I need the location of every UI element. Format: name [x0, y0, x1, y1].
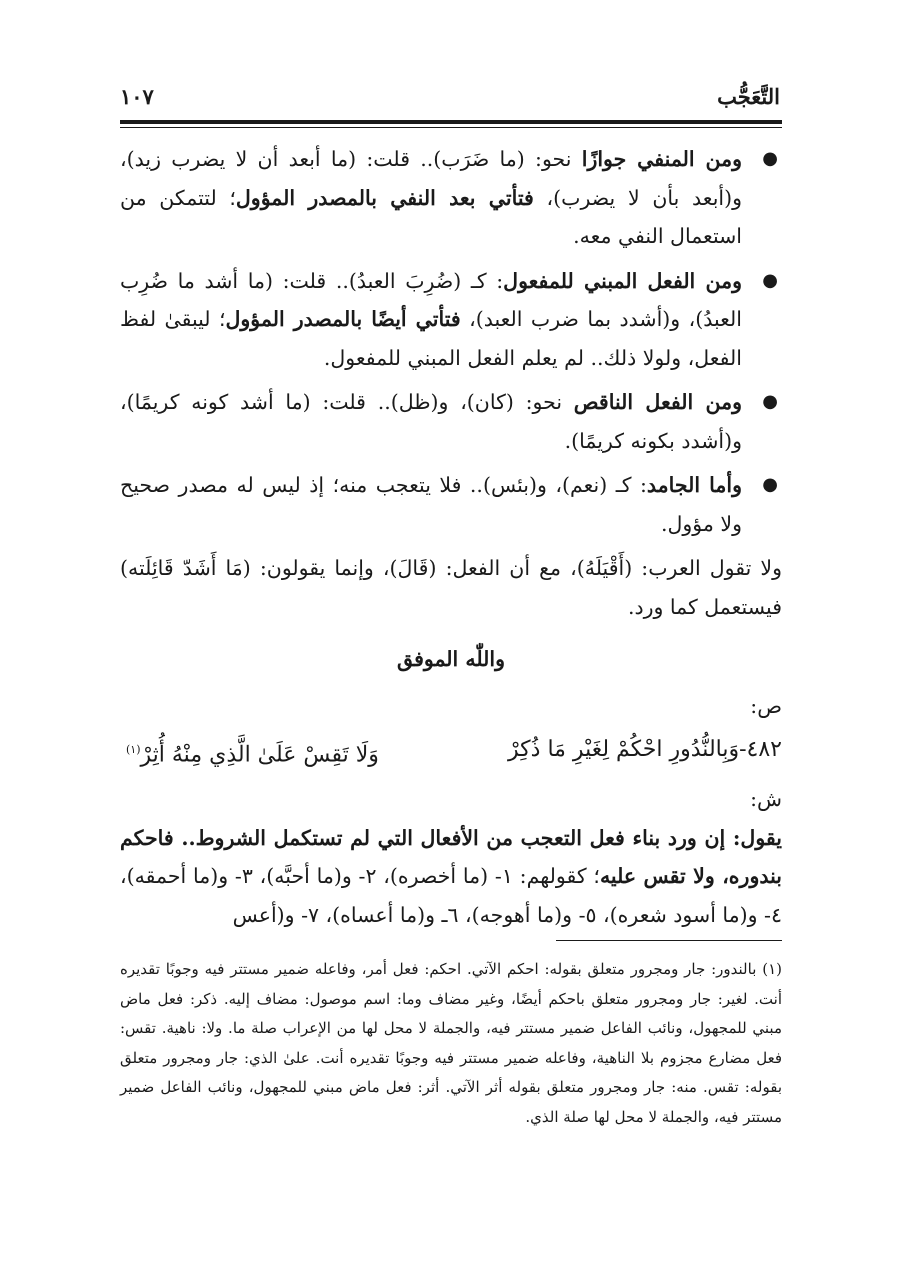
text-run: : كـ (نعم)، و(بئس).. فلا يتعجب منه؛ إذ ليس له مصدر صحيح ولا مؤول.: [120, 473, 742, 536]
verse-hemistich-2-text: وَلَا تَقِسْ عَلَىٰ الَّذِي مِنْهُ أُثِرْ: [140, 742, 379, 768]
commentary-paragraph: [120, 819, 782, 935]
footnote-marker: (١): [762, 960, 782, 978]
footnote: [120, 955, 782, 1132]
page-header: [120, 84, 780, 120]
bold-phrase: فتأتي أيضًا بالمصدر المؤول: [225, 307, 461, 331]
verse-line: [120, 727, 782, 778]
page-number: ١٠٧: [120, 84, 154, 109]
text-run: نحو: (كان)، و(ظل).. قلت: (ما أشد كونه كريمًا)، و(أشدد بكونه كريمًا).: [120, 390, 742, 453]
footnote-text: بالندور: جار ومجرور متعلق بقوله: احكم الآتي. احكم: فعل أمر، وفاعله ضمير مستتر فيه وجوبًا تقديره أنت. لغير: جار ومجرور متعلق باحكم أيضًا، وغير مضاف وما: اسم موصول: مضاف إليه. ذكر: فعل ماض مبني للمجهول، ونائب الفاعل ضمير مستتر فيه، والجملة لا محل لها من الإعراب صلة ما. ولا: ناهية. تقس: فعل مضارع مجزوم بلا الناهية، وفاعله ضمير مستتر فيه وجوبًا تقديره أنت. علىٰ الذي: جار ومجرور متعلق بقوله: تقس. منه: جار ومجرور متعلق بقوله أثر الآتي. أثر: فعل ماض مبني للمجهول، ونائب الفاعل ضمير مستتر فيه، والجملة لا محل لها صلة الذي.: [120, 960, 782, 1126]
header-rule-thick: [120, 120, 782, 124]
bold-phrase: يقول: إن ورد بناء فعل التعجب من الأفعال التي لم تستكمل الشروط.. فاحكم بندوره، ولا تقس عليه: [120, 825, 782, 889]
verse-number: ٤٨٢: [746, 737, 782, 762]
text-run: : كـ (ضُرِبَ العبدُ).. قلت: (ما أشد ما ضُرِب العبدُ)، و(أشدد بما ضرب العبد)،: [120, 268, 742, 331]
bullet-dot-icon: ●: [762, 391, 778, 412]
main-text: [120, 140, 782, 934]
bullet-item: [120, 140, 782, 256]
closing-heading: واللّٰه الموفق: [396, 647, 506, 671]
verse-hemistich-1-text: -وَبِالنُّدُورِ احْكُمْ لِغَيْرِ مَا ذُكِرْ: [508, 737, 747, 762]
bullet-dot-icon: ●: [762, 148, 778, 169]
bullet-item: [120, 383, 782, 460]
text-run: ؛ كقولهم: ١- (ما أخصره)، ٢- و(ما أحبَّه)، ٣- و(ما أحمقه)، ٤- و(ما أسود شعره)، ٥- و(ما أهوجه)، ٦ـ و(ما أعساه)، ٧- و(أعس: [120, 864, 782, 927]
verse-hemistich-1: [508, 727, 782, 778]
text-run: ؛ لتتمكن من استعمال النفي معه.: [120, 185, 742, 248]
bullet-item: [120, 262, 782, 378]
text-run: نحو: (ما ضَرَب).. قلت: (ما أبعد أن لا يضرب زيد)، و(أبعد بأن لا يضرب)،: [120, 147, 742, 210]
paragraph: ولا تقول العرب: (أَقْيَلَهُ)، مع أن الفعل: (قَالَ)، وإنما يقولون: (مَا أَشَدّ قَائِلَته) فيستعمل كما ورد.: [120, 556, 782, 619]
bullet-dot-icon: ●: [762, 474, 778, 495]
verse-hemistich-2: [126, 727, 379, 778]
commentary-label: ش:: [750, 787, 782, 812]
text-label: ص:: [750, 693, 782, 718]
footnote-separator: [556, 940, 782, 941]
bullet-item: [120, 466, 782, 543]
text-run: ؛ ليبقىٰ لفظ الفعل، ولولا ذلك.. لم يعلم الفعل المبني للمفعول.: [120, 307, 742, 370]
header-rule-thin: [120, 127, 782, 128]
bold-phrase: ومن الفعل المبني للمفعول: [503, 268, 742, 293]
footnote-ref[interactable]: (١): [126, 743, 141, 756]
chapter-title: التَّعَجُّب: [717, 84, 780, 109]
bold-phrase: ومن المنفي جوازًا: [581, 147, 742, 171]
bold-phrase: وأما الجامد: [646, 473, 742, 497]
bold-phrase: ومن الفعل الناقص: [573, 390, 742, 414]
bullet-dot-icon: ●: [762, 269, 778, 291]
bold-phrase: فتأتي بعد النفي بالمصدر المؤول: [235, 185, 534, 210]
